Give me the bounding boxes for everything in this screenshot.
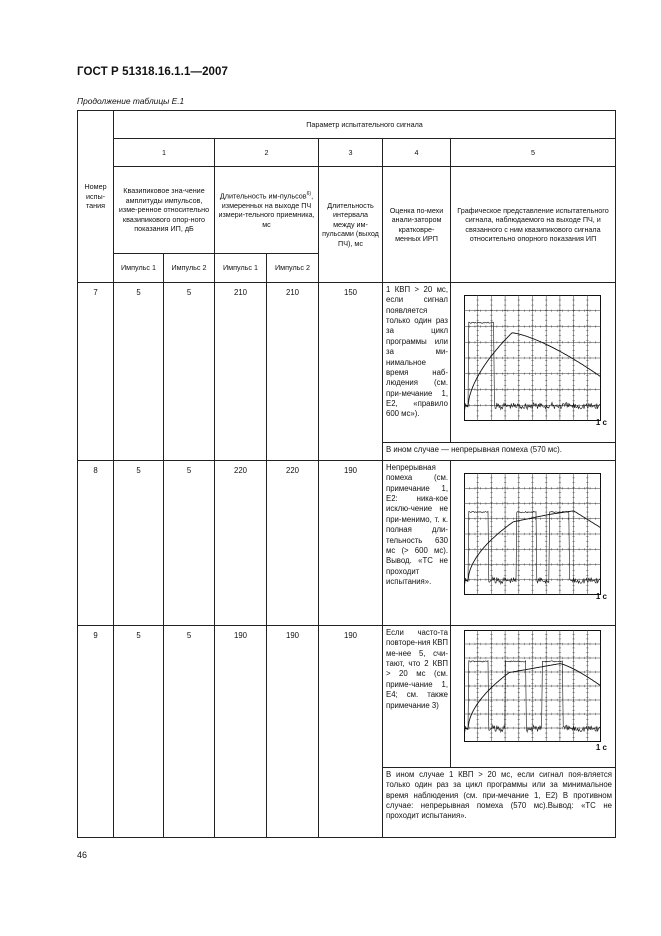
table-caption: Продолжение таблицы Е.1 [77, 96, 185, 106]
col-number-2: 2 [215, 139, 319, 167]
duration-impulse-1: 190 [215, 626, 267, 838]
test-number: 9 [78, 626, 114, 838]
pulse-interval: 190 [319, 626, 383, 838]
duration-impulse-1: 220 [215, 461, 267, 626]
duration-impulse-1: 210 [215, 283, 267, 461]
test-number: 7 [78, 283, 114, 461]
amplitude-impulse-2: 5 [164, 461, 215, 626]
duration-impulse-2: 220 [267, 461, 319, 626]
document-header: ГОСТ Р 51318.16.1.1—2007 [77, 66, 229, 78]
analyzer-note: Если часто-та повторе-ния КВП ме-нее 5, счи-тают, что 2 КВП > 20 мс (см. приме-чание 1, Е4; см. также примечание 3) [383, 626, 451, 768]
amplitude-impulse-1: 5 [114, 283, 164, 461]
sub-impulse-1: Импульс 1 [114, 254, 164, 283]
analyzer-note: 1 КВП > 20 мс, если сигнал появляется только один раз за цикл программы или за ми-нимальное время наб-людения (см. при-мечание 1, Е2, «правило 600 мс»). [383, 283, 451, 443]
header-amplitude: Квазипиковое зна-чение амплитуды импульсов, изме-ренное относительно квазипикового опор-ного показания ИП, дБ [114, 167, 215, 254]
oscillogram-graph [464, 630, 601, 742]
signal-graph-cell [451, 626, 616, 768]
amplitude-impulse-1: 5 [114, 461, 164, 626]
analyzer-note: Непрерывная помеха (см. примечание 1, Е2: ника-кое исклю-чение не при-менимо, т. к. полная дли-тельность 630 мс (> 600 мс). Вывод. «ТС не проходит испытания». [383, 461, 451, 626]
time-scale-label: 1 с [595, 418, 607, 427]
col-number-4: 4 [383, 139, 451, 167]
alternative-note: В ином случае 1 КВП > 20 мс, если сигнал поя-вляется только один раз за цикл программы или за минимальное время наблюдения (см. при-мечание 1, Е2) В противном случае: непрерывная помеха (570 мс).Вывод: «ТС не проходит испытания». [383, 768, 616, 838]
test-signal-table [77, 110, 616, 838]
amplitude-impulse-2: 5 [164, 283, 215, 461]
header-analyzer: Оценка по-мехи анали-затором кратковре-менных ИРП [383, 167, 451, 283]
oscillogram-graph [464, 473, 601, 595]
pulse-interval: 190 [319, 461, 383, 626]
alternative-note: В ином случае — непрерывная помеха (570 мс). [383, 443, 616, 461]
signal-graph-cell [451, 461, 616, 626]
col-number-1: 1 [114, 139, 215, 167]
col-number-3: 3 [319, 139, 383, 167]
duration-impulse-2: 210 [267, 283, 319, 461]
test-number: 8 [78, 461, 114, 626]
amplitude-impulse-1: 5 [114, 626, 164, 838]
amplitude-impulse-2: 5 [164, 626, 215, 838]
sub-impulse-2: Импульс 2 [267, 254, 319, 283]
pulse-interval: 150 [319, 283, 383, 461]
header-parameter-group: Параметр испытательного сигнала [114, 111, 616, 139]
time-scale-label: 1 с [595, 592, 607, 601]
header-interval: Длительность интервала между им-пульсами (выход ПЧ), мс [319, 167, 383, 283]
header-duration: Длительность им-пульсов$^{6)}$, измеренных на выходе ПЧ измери-тельного приемника, мс [215, 167, 319, 254]
header-graph: Графическое представление испытательного сигнала, наблюдаемого на выходе ПЧ, и связанного с ним квазипикового сигнала относительно опорного показания ИП [451, 167, 616, 283]
header-test-number: Номер испы-тания [78, 111, 114, 283]
col-number-5: 5 [451, 139, 616, 167]
sub-impulse-2: Импульс 2 [164, 254, 215, 283]
sub-impulse-1: Импульс 1 [215, 254, 267, 283]
duration-impulse-2: 190 [267, 626, 319, 838]
time-scale-label: 1 с [595, 743, 607, 752]
page-number: 46 [77, 850, 88, 860]
oscillogram-graph [464, 295, 601, 421]
signal-graph-cell [451, 283, 616, 443]
